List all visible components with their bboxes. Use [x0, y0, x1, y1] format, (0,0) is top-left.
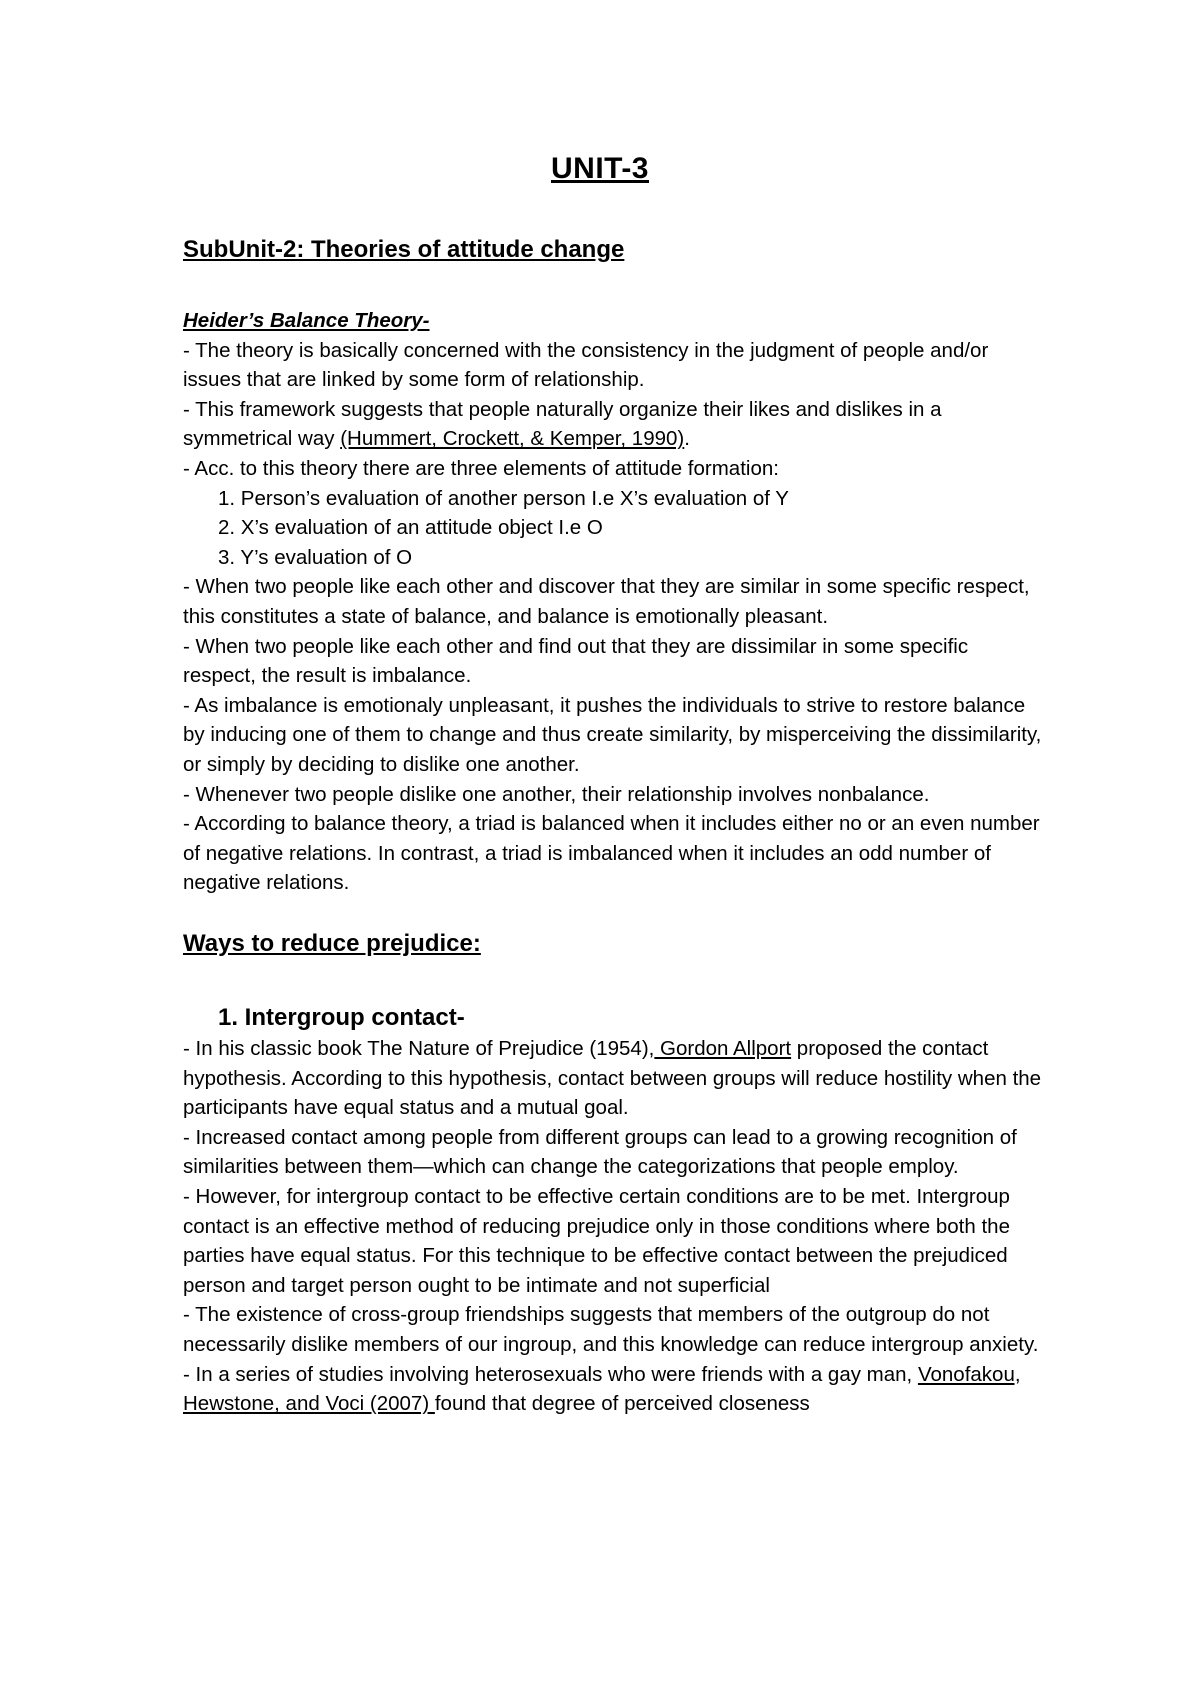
- prejudice-paragraph-5: [183, 1360, 1043, 1419]
- element-item-3: 3. Y’s evaluation of O: [218, 545, 413, 569]
- intergroup-contact-section: [183, 1034, 1043, 1419]
- subunit-heading: SubUnit-2: Theories of attitude change: [183, 236, 625, 263]
- balance-paragraph-3: - Acc. to this theory there are three elements of attitude formation:: [183, 456, 779, 480]
- balance-theory-heading: Heider’s Balance Theory-: [183, 309, 430, 332]
- prejudice-paragraph-1-text: - In his classic book The Nature of Prejudice (1954),: [183, 1037, 655, 1060]
- balance-paragraph-7: - Whenever two people dislike one another, their relationship involves nonbalance.: [183, 782, 930, 806]
- intergroup-contact-heading: 1. Intergroup contact-: [218, 1004, 465, 1031]
- prejudice-paragraph-5-end: found that degree of perceived closeness: [434, 1392, 810, 1416]
- balance-paragraph-8: - According to balance theory, a triad is balanced when it includes either no or an even number of negative relations. In contrast, a triad is imbalanced when it includes an odd number of negative relations.: [183, 812, 1040, 895]
- balance-paragraph-2-text: - This framework suggests that people naturally organize their likes and dislikes in a symmetrical way: [183, 397, 942, 451]
- balance-paragraph-2-end: .: [684, 427, 690, 451]
- page-title: UNIT-3: [550, 152, 649, 185]
- element-item-2: 2. X’s evaluation of an attitude object I.e O: [218, 516, 603, 540]
- prejudice-paragraph-4: - The existence of cross-group friendships suggests that members of the outgroup do not necessarily dislike members of our ingroup, and this knowledge can reduce intergroup anxiety.: [183, 1303, 1039, 1356]
- prejudice-paragraph-5-text: - In a series of studies involving heterosexuals who were friends with a gay man,: [183, 1362, 918, 1386]
- citation-hummert: (Hummert, Crockett, & Kemper, 1990): [340, 427, 685, 451]
- prejudice-paragraph-1: [183, 1034, 1043, 1123]
- balance-paragraph-2: [183, 395, 1043, 454]
- citation-allport: Gordon Allport: [654, 1037, 792, 1060]
- prejudice-heading: Ways to reduce prejudice:: [183, 930, 481, 957]
- prejudice-paragraph-1-end: proposed the contact hypothesis. According to this hypothesis, contact between groups will reduce hostility when the participants have equal status and a mutual goal.: [183, 1037, 1042, 1120]
- balance-paragraph-6: - As imbalance is emotionaly unpleasant, it pushes the individuals to strive to restore balance by inducing one of them to change and thus create similarity, by misperceiving the dissimilarity, or simply by deciding to dislike one another.: [183, 693, 1042, 776]
- balance-paragraph-4: - When two people like each other and discover that they are similar in some specific respect, this constitutes a state of balance, and balance is emotionally pleasant.: [183, 575, 1030, 628]
- element-item-1: 1. Person’s evaluation of another person I.e X’s evaluation of Y: [218, 486, 789, 510]
- citation-vonofakou: Vonofakou, Hewstone, and Voci (2007): [183, 1362, 1021, 1416]
- prejudice-paragraph-3: - However, for intergroup contact to be effective certain conditions are to be met. Intergroup contact is an effective method of reducing prejudice only in those conditions where both the parties have equal status. For this technique to be effective contact between the prejudiced person and target person ought to be intimate and not superficial: [183, 1184, 1010, 1297]
- balance-theory-section: [183, 306, 1043, 898]
- balance-paragraph-1: - The theory is basically concerned with the consistency in the judgment of people and/or issues that are linked by some form of relationship.: [183, 338, 989, 392]
- prejudice-paragraph-2: - Increased contact among people from different groups can lead to a growing recognition of similarities between them—which can change the categorizations that people employ.: [183, 1125, 1017, 1179]
- balance-paragraph-5: - When two people like each other and find out that they are dissimilar in some specific respect, the result is imbalance.: [183, 634, 969, 688]
